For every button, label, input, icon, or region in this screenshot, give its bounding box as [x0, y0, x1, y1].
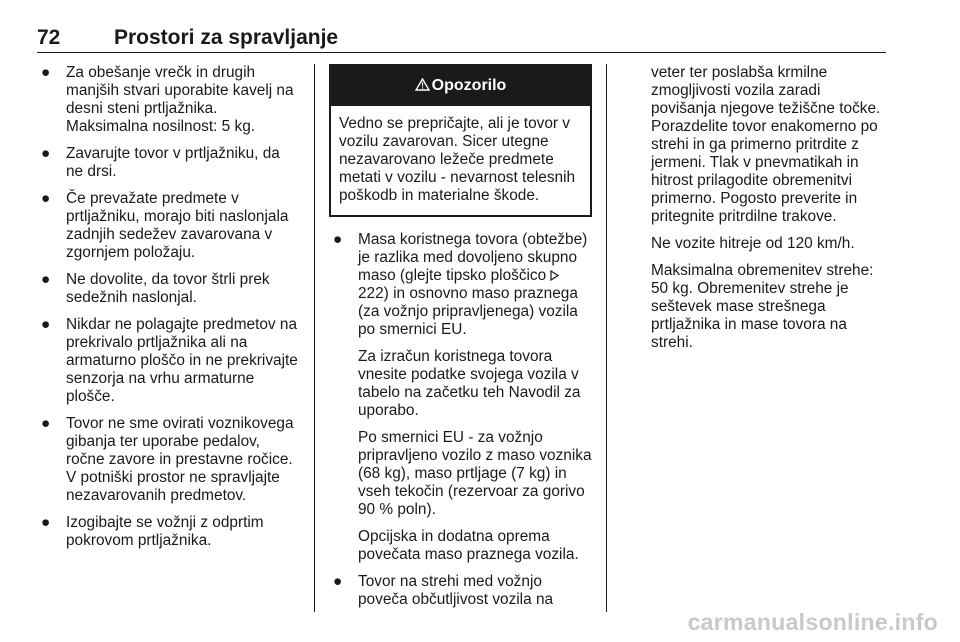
paragraph: Maksimalna obremenitev strehe: 50 kg. Obremenitev strehe je seštevek mase strešnega prtljažnika in mase tovora na strehi. [651, 262, 874, 351]
warning-header [331, 66, 590, 106]
column-1 [37, 64, 299, 559]
warning-title: Opozorilo [431, 77, 507, 94]
bullet-icon: ● [333, 573, 343, 590]
bullet-list [37, 64, 299, 550]
bullet-icon: ● [41, 316, 51, 333]
list-item: ● Masa koristnega tovora (obtežbe) je razlika med dovoljeno skupno maso (glejte tipsko ploščico 222) in osnovno maso praznega (za vožnjo pripravljenega) vozila po smernici EU. Za izračun koristnega tovora vnesite podatke svojega vozila v tabelo na začetku teh Navodil za uporabo. Po smernici EU - za vožnjo pripravljeno vozilo z maso voznika (68 kg), maso prtljage (7 kg) in vseh tekočin (rezervoar za gorivo 90 % poln). Opcijska in dodatna oprema povečata maso praznega vozila. [333, 231, 592, 563]
bullet-list [329, 231, 592, 609]
bullet-icon: ● [41, 190, 51, 207]
section-title: Prostori za spravljanje [114, 26, 339, 49]
bullet-icon: ● [41, 271, 51, 288]
bullet-icon: ● [41, 514, 51, 531]
column-divider [314, 64, 315, 612]
list-item: ● Če prevažate predmete v prtljažniku, morajo biti naslonjala zadnjih sedežev zavarovana v zgornjem položaju. [41, 190, 289, 261]
list-item: ● Za obešanje vrečk in drugih manjših stvari uporabite kavelj na desni steni prtljažnika. Maksimalna nosilnost: 5 kg. [41, 64, 294, 135]
warning-triangle-icon [415, 66, 430, 106]
bullet-icon: ● [41, 415, 51, 432]
bullet-icon: ● [41, 145, 51, 162]
page-header [37, 26, 886, 52]
list-item: ● Nikdar ne polagajte predmetov na prekrivalo prtljažnika ali na armaturno ploščo in ne prekrivajte senzorja na vrhu armaturne plošče. [41, 316, 298, 405]
bullet-icon: ● [333, 231, 343, 248]
list-item: ● Zavarujte tovor v prtljažniku, da ne drsi. [41, 145, 280, 180]
list-item: ● Izogibajte se vožnji z odprtim pokrovom prtljažnika. [41, 514, 264, 549]
page-reference-arrow-icon [550, 267, 559, 285]
list-item: ● Tovor ne sme ovirati voznikovega gibanja ter uporabe pedalov, ročne zavore in prestavne ročice. V potniški prostor ne spravljajte nezavarovanih predmetov. [41, 415, 294, 504]
list-item: ● Tovor na strehi med vožnjo poveča občutljivost vozila na [333, 573, 554, 608]
paragraph: Za izračun koristnega tovora vnesite podatke svojega vozila v tabelo na začetku teh Navodil za uporabo. [358, 348, 581, 419]
column-3 [651, 64, 888, 361]
list-item: ● Ne dovolite, da tovor štrli prek sedežnih naslonjal. [41, 271, 270, 306]
warning-text: Vedno se prepričajte, ali je tovor v vozilu zavarovan. Sicer utegne nezavarovano ležeče predmete metati v vozilu - nevarnost telesnih poškodb in materialne škode. [339, 115, 576, 204]
column-2 [329, 64, 592, 618]
paragraph: Opcijska in dodatna oprema povečata maso praznega vozila. [358, 528, 579, 563]
column-divider [606, 64, 607, 612]
paragraph: Ne vozite hitreje od 120 km/h. [651, 235, 855, 252]
page-number: 72 [37, 26, 61, 49]
paragraph: veter ter poslabša krmilne zmogljivosti vozila zaradi povišanja njegove težiščne točke. Porazdelite tovor enakomerno po strehi in ga primerno pritrdite z jermeni. Tlak v pnevmatikah in hitrost prilagodite obremenitvi primerno. Pogosto preverite in pritegnite pritrdilne trakove. [651, 64, 881, 225]
header-divider [37, 52, 886, 53]
warning-box [329, 64, 592, 217]
watermark: carmanualsonline.info [687, 609, 938, 635]
bullet-icon: ● [41, 64, 51, 81]
paragraph: Po smernici EU - za vožnjo pripravljeno vozilo z maso voznika (68 kg), maso prtljage (7 kg) in vseh tekočin (rezervoar za gorivo 90 % poln). [358, 429, 592, 518]
